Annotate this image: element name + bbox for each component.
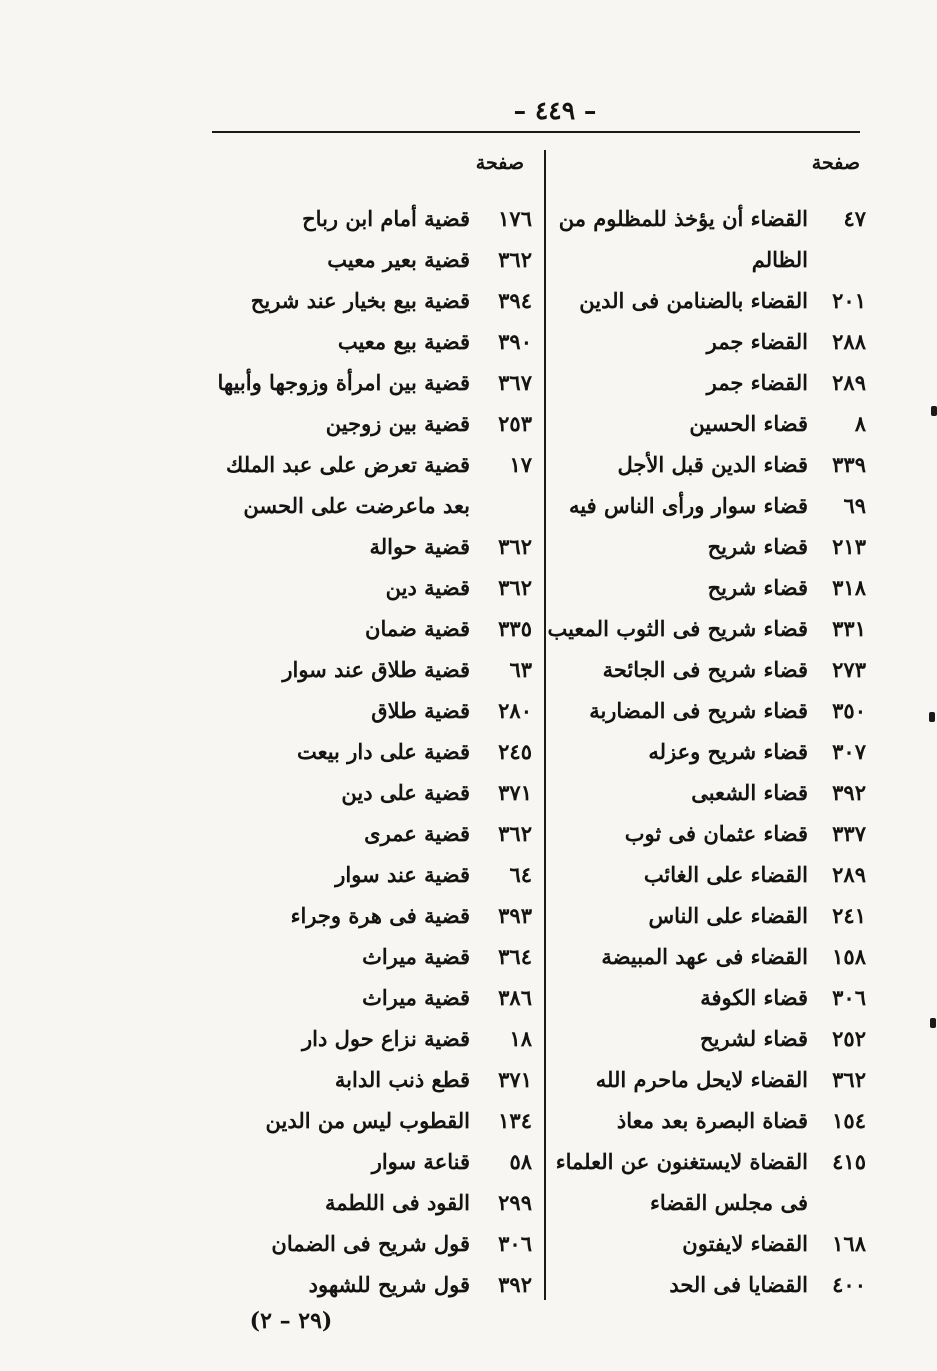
index-entry <box>212 895 532 936</box>
index-entry <box>552 567 866 608</box>
entry-title: قضاء الحسين <box>689 411 808 436</box>
entry-page-number: ٣٧١ <box>498 780 532 805</box>
entry-title: قضية ميراث <box>362 944 470 969</box>
entry-page-number: ٣٩٠ <box>498 329 532 354</box>
entry-title: قضاء الكوفة <box>700 985 808 1010</box>
index-column-left <box>212 152 532 1305</box>
index-entry <box>552 772 866 813</box>
entry-page-number: ١٣٤ <box>498 1108 532 1133</box>
entry-title: قضية نزاع حول دار <box>302 1026 470 1051</box>
index-entry <box>212 280 532 321</box>
entry-title: القضاء على الناس <box>648 903 808 928</box>
index-entry <box>212 854 532 895</box>
entry-page-number: ٢٨٩ <box>832 862 866 887</box>
index-entry <box>212 1141 532 1182</box>
index-entry <box>552 1264 866 1305</box>
entry-page-number: ٤٠٠ <box>832 1272 866 1297</box>
entry-page-number: ٦٤ <box>509 862 532 887</box>
entry-page-number: ٣٣١ <box>832 616 866 641</box>
entry-page-number: ٤٧ <box>843 206 866 231</box>
entry-page-number: ٣٦٧ <box>498 370 532 395</box>
entry-title: قضية تعرض على عبد الملك بعد ماعرضت على الحسن <box>226 452 470 518</box>
margin-mark <box>931 406 937 416</box>
index-entry <box>212 977 532 1018</box>
entry-title: قضية طلاق <box>371 698 470 723</box>
column-header-right: صفحة <box>811 152 860 174</box>
index-entry <box>212 198 532 239</box>
entry-page-number: ١٥٨ <box>832 944 866 969</box>
entry-title: قضاء سوار ورأى الناس فيه <box>569 493 808 518</box>
index-entry <box>212 1223 532 1264</box>
entry-title: قضية بعير معيب <box>327 247 470 272</box>
index-entry <box>552 1059 866 1100</box>
entry-title: قضية على دار بيعت <box>296 739 470 764</box>
entry-title: القضاء على الغائب <box>643 862 808 887</box>
index-entry <box>552 854 866 895</box>
entry-page-number: ٤١٥ <box>832 1149 866 1174</box>
entry-title: القود فى اللطمة <box>324 1190 470 1215</box>
entry-title: قضاء الشعبى <box>691 780 808 805</box>
entry-page-number: ٢٩٩ <box>498 1190 532 1215</box>
entry-page-number: ٢٤١ <box>832 903 866 928</box>
entry-title: القضاة لايستغنون عن العلماء فى مجلس القضاء <box>555 1149 808 1215</box>
index-entry <box>552 977 866 1018</box>
entry-page-number: ١٨ <box>509 1026 532 1051</box>
index-entry <box>552 485 866 526</box>
entry-title: قضية بيع معيب <box>337 329 470 354</box>
entry-page-number: ٢٥٢ <box>832 1026 866 1051</box>
entry-page-number: ٣٠٦ <box>832 985 866 1010</box>
entry-title: قضية على دين <box>341 780 470 805</box>
index-entry <box>552 444 866 485</box>
index-entry <box>552 280 866 321</box>
entry-title: قضاء شريح فى المضاربة <box>589 698 808 723</box>
entry-title: قول شريح فى الضمان <box>271 1231 470 1256</box>
entry-title: قضية دين <box>385 575 470 600</box>
entry-title: قطع ذنب الدابة <box>334 1067 470 1092</box>
entry-page-number: ٢٠١ <box>832 288 866 313</box>
entry-title: قضاء شريح وعزله <box>648 739 808 764</box>
index-column-right <box>547 152 866 1305</box>
entry-page-number: ٢٨٩ <box>832 370 866 395</box>
index-entry <box>212 526 532 567</box>
entry-page-number: ٣٣٩ <box>832 452 866 477</box>
index-entry <box>552 1141 866 1223</box>
index-entry <box>552 1018 866 1059</box>
header-rule <box>212 131 860 133</box>
entry-page-number: ٣٩٢ <box>498 1272 532 1297</box>
index-entry <box>552 198 866 280</box>
entry-title: قضاء شريح <box>707 575 808 600</box>
entry-page-number: ٣٩٢ <box>832 780 866 805</box>
entry-page-number: ٢٧٣ <box>832 657 866 682</box>
entry-page-number: ٢٤٥ <box>498 739 532 764</box>
index-entry <box>212 1018 532 1059</box>
entry-title: قضية ميراث <box>362 985 470 1010</box>
entry-page-number: ٣٦٢ <box>498 534 532 559</box>
entry-page-number: ٢٥٣ <box>498 411 532 436</box>
entry-title: القضاء جمر <box>706 370 808 395</box>
index-entry <box>212 1100 532 1141</box>
entry-title: قضية بين زوجين <box>325 411 470 436</box>
entry-title: قضية أمام ابن رباح <box>302 206 470 231</box>
entry-page-number: ٣١٨ <box>832 575 866 600</box>
index-entry <box>212 567 532 608</box>
entry-page-number: ١٧ <box>509 452 532 477</box>
entry-title: القضاء لايحل ماحرم الله <box>595 1067 808 1092</box>
column-divider <box>544 150 546 1300</box>
entry-title: قضاء شريح <box>707 534 808 559</box>
index-entry <box>552 813 866 854</box>
entry-page-number: ٣٦٢ <box>832 1067 866 1092</box>
index-entry <box>212 239 532 280</box>
entry-page-number: ٢٨٠ <box>498 698 532 723</box>
entry-page-number: ٨ <box>854 411 866 436</box>
entry-title: قضية عمرى <box>364 821 470 846</box>
entry-page-number: ٣٩٤ <box>498 288 532 313</box>
entry-page-number: ٣٣٥ <box>498 616 532 641</box>
entry-page-number: ٦٣ <box>509 657 532 682</box>
entry-title: قضاء لشريح <box>700 1026 808 1051</box>
entry-page-number: ٥٨ <box>509 1149 532 1174</box>
entry-title: القطوب ليس من الدين <box>265 1108 470 1133</box>
index-entry <box>552 731 866 772</box>
entry-page-number: ٣٦٢ <box>498 247 532 272</box>
index-entry <box>212 690 532 731</box>
entry-page-number: ٣٦٢ <box>498 821 532 846</box>
index-entry <box>212 813 532 854</box>
entry-title: قضاء شريح فى الجائحة <box>602 657 808 682</box>
entry-title: القضاء لايفتون <box>682 1231 808 1256</box>
entry-title: القضاء جمر <box>706 329 808 354</box>
entry-title: قضية ضمان <box>365 616 470 641</box>
entry-page-number: ٣٥٠ <box>832 698 866 723</box>
entry-page-number: ٦٩ <box>843 493 866 518</box>
index-entry <box>212 1182 532 1223</box>
entry-page-number: ٣٠٦ <box>498 1231 532 1256</box>
index-entry <box>552 690 866 731</box>
index-entry <box>212 936 532 977</box>
entry-page-number: ٣٦٢ <box>498 575 532 600</box>
entry-title: قضية حوالة <box>369 534 470 559</box>
index-entry <box>552 321 866 362</box>
entry-title: قناعة سوار <box>371 1149 470 1174</box>
index-entry <box>212 649 532 690</box>
entry-title: قضية فى هرة وجراء <box>290 903 470 928</box>
index-entry <box>552 649 866 690</box>
index-entry <box>552 936 866 977</box>
index-entry <box>212 321 532 362</box>
index-entry <box>547 608 866 649</box>
entry-title: القضاء أن يؤخذ للمظلوم من الظالم <box>558 206 808 272</box>
entry-page-number: ٣٨٦ <box>498 985 532 1010</box>
index-entry <box>552 403 866 444</box>
entry-title: قول شريح للشهود <box>308 1272 470 1297</box>
entry-list-left <box>212 198 532 1305</box>
index-entry <box>212 772 532 813</box>
entry-title: القضاء بالضنامن فى الدين <box>579 288 808 313</box>
index-entry <box>212 362 532 403</box>
entry-page-number: ١٧٦ <box>498 206 532 231</box>
entry-page-number: ٣٦٤ <box>498 944 532 969</box>
signature-mark: (٢٩ – ٢) <box>249 1308 333 1334</box>
entry-title: قضية عند سوار <box>335 862 470 887</box>
index-entry <box>212 608 532 649</box>
index-entry <box>552 895 866 936</box>
entry-page-number: ٣٧١ <box>498 1067 532 1092</box>
index-entry <box>552 1223 866 1264</box>
entry-page-number: ١٦٨ <box>832 1231 866 1256</box>
entry-title: قضية بين امرأة وزوجها وأبيها <box>217 370 470 395</box>
entry-title: قضية طلاق عند سوار <box>282 657 470 682</box>
entry-title: قضاء عثمان فى ثوب <box>624 821 808 846</box>
page-number: – ٤٤٩ – <box>513 96 597 125</box>
entry-page-number: ١٥٤ <box>832 1108 866 1133</box>
entry-title: القضاء فى عهد المبيضة <box>601 944 808 969</box>
entry-title: قضية بيع بخيار عند شريح <box>250 288 470 313</box>
index-entry <box>212 1264 532 1305</box>
index-entry <box>552 362 866 403</box>
entry-title: قضاء شريح فى الثوب المعيب <box>547 616 808 641</box>
index-entry <box>212 444 532 526</box>
entry-page-number: ٢١٣ <box>832 534 866 559</box>
entry-title: قضاء الدين قبل الأجل <box>617 452 808 477</box>
index-entry <box>212 731 532 772</box>
entry-list-right <box>547 198 866 1305</box>
margin-mark <box>930 1018 936 1028</box>
entry-page-number: ٣٩٣ <box>498 903 532 928</box>
entry-page-number: ٣٣٧ <box>832 821 866 846</box>
entry-title: القضايا فى الحد <box>669 1272 808 1297</box>
index-entry <box>552 526 866 567</box>
index-entry <box>552 1100 866 1141</box>
index-entry <box>212 1059 532 1100</box>
column-header-left: صفحة <box>475 152 524 174</box>
margin-mark <box>929 712 935 722</box>
entry-title: قضاة البصرة بعد معاذ <box>616 1108 808 1133</box>
entry-page-number: ٢٨٨ <box>832 329 866 354</box>
index-entry <box>212 403 532 444</box>
entry-page-number: ٣٠٧ <box>832 739 866 764</box>
